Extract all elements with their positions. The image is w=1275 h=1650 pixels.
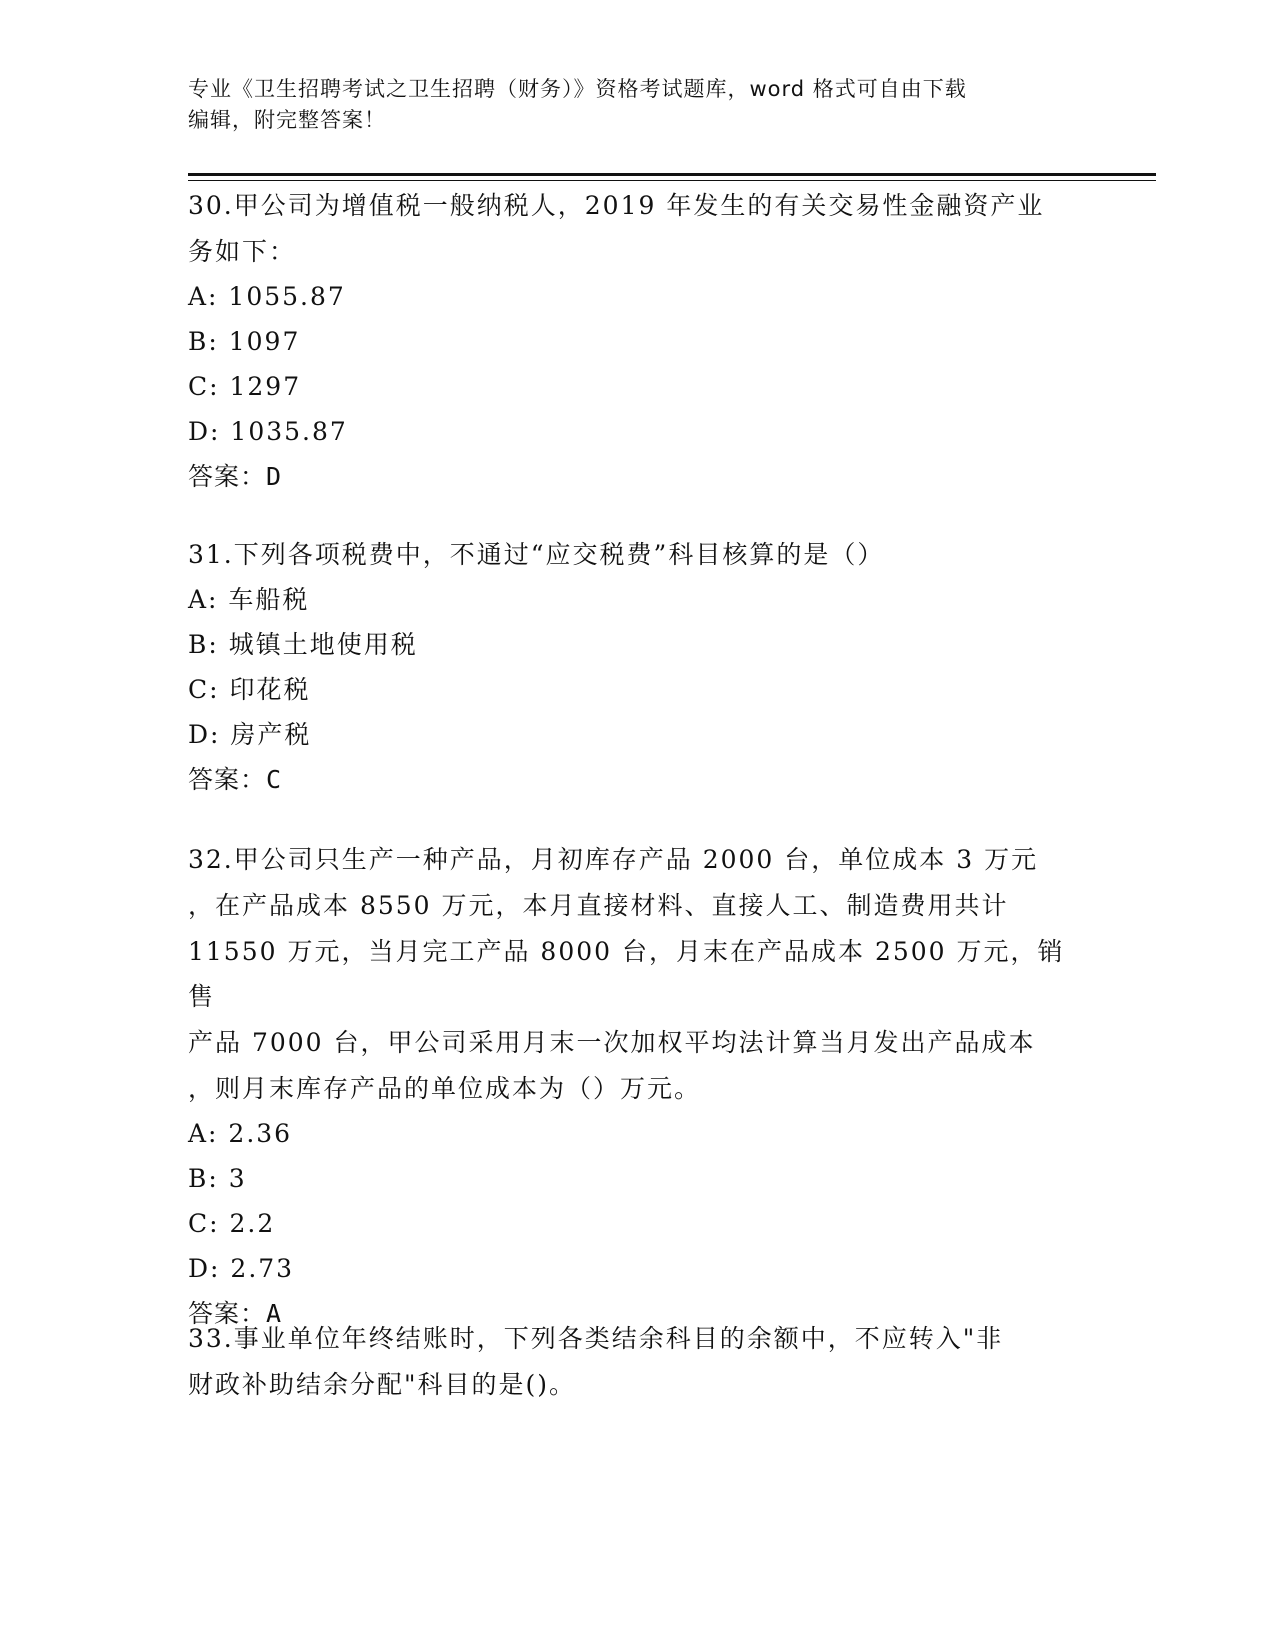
option-b: B: 1097: [188, 327, 301, 356]
answer-line: [188, 757, 1088, 802]
question-stem-line: ，在产品成本 8550 万元，本月直接材料、直接人工、制造费用共计: [188, 891, 1009, 920]
answer-label: 答案：: [188, 765, 267, 794]
option-a: A: 2.36: [188, 1119, 293, 1148]
question-stem-line: 31.下列各项税费中，不通过“应交税费”科目核算的是（）: [188, 540, 885, 569]
answer-value: D: [266, 462, 283, 491]
question-33: [188, 1315, 1088, 1407]
question-stem-line: 30.甲公司为增值税一般纳税人，2019 年发生的有关交易性金融资产业: [188, 191, 1045, 220]
answer-line: [188, 454, 1088, 499]
question-stem-line: 11550 万元，当月完工产品 8000 台，月末在产品成本 2500 万元，销售: [188, 937, 1065, 1011]
question-stem-line: 务如下：: [188, 237, 297, 266]
question-31: [188, 531, 1088, 802]
question-stem-line: 产品 7000 台，甲公司采用月末一次加权平均法计算当月发出产品成本: [188, 1028, 1036, 1057]
option-c: C: 1297: [188, 372, 302, 401]
header-line-2: 编辑，附完整答案！: [188, 108, 386, 132]
question-stem-line: 32.甲公司只生产一种产品，月初库存产品 2000 台，单位成本 3 万元: [188, 845, 1039, 874]
option-d: D: 2.73: [188, 1254, 295, 1283]
option-c: C: 印花税: [188, 675, 311, 704]
option-d: D: 1035.87: [188, 417, 348, 446]
header-divider-thick: [188, 173, 1156, 176]
question-stem-line: 33.事业单位年终结账时，下列各类结余科目的余额中，不应转入"非: [188, 1324, 1004, 1353]
question-30: [188, 182, 1088, 499]
answer-value: A: [266, 1299, 283, 1328]
question-stem-line: 财政补助结余分配"科目的是()。: [188, 1370, 577, 1399]
question-32: [188, 836, 1088, 1336]
option-a: A: 车船税: [188, 585, 310, 614]
question-stem-line: ，则月末库存产品的单位成本为（）万元。: [188, 1074, 702, 1103]
header-line-1: 专业《卫生招聘考试之卫生招聘（财务）》资格考试题库，word 格式可自由下载: [188, 77, 967, 101]
answer-label: 答案：: [188, 1299, 267, 1328]
option-a: A: 1055.87: [188, 282, 346, 311]
answer-label: 答案：: [188, 462, 267, 491]
answer-value: C: [266, 765, 283, 794]
option-b: B: 城镇土地使用税: [188, 630, 418, 659]
header-divider-thin: [188, 180, 1156, 181]
option-c: C: 2.2: [188, 1209, 276, 1238]
option-b: B: 3: [188, 1164, 247, 1193]
option-d: D: 房产税: [188, 720, 312, 749]
document-header: [188, 74, 1088, 136]
